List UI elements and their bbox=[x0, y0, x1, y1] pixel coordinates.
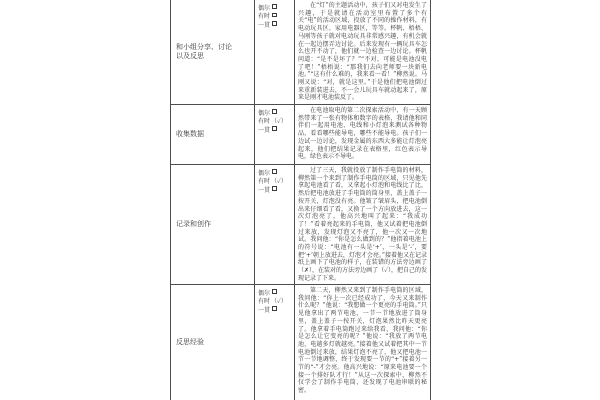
frequency-option bbox=[258, 168, 294, 177]
record-cell bbox=[295, 165, 431, 284]
checkbox-empty-icon bbox=[272, 126, 277, 131]
observation-record-text: 第二天，柳然又来到了制作手电筒的区域，我问他：“你上一次已经成功了，今天又来制作什么呢？”他说：“我想做一个更亮的手电筒。”只见他拿出了两节电池，一节一节地放进了筒身里，盖上盖子一按开关，灯泡果然比昨天更亮了。他拿着手电筒跑过来给我看，我问他：“你是怎么让它变亮的呢？”他说：“我放了两节电池，电越多灯就越亮。”接着他又试着把其中一节电池倒过来放，结果灯泡不亮了，他又把电池一节一节地调整，终于发现要一节的“+”接着另一节的“-”才会亮。他高兴地说：“原来电池要一个接一个排好队才行！”从这一次探索中，柳然不仅学会了制作手电筒，还发现了电池串联的秘密。 bbox=[298, 287, 427, 395]
frequency-option bbox=[258, 177, 294, 186]
category-cell bbox=[171, 0, 255, 104]
table-row bbox=[171, 0, 431, 105]
category-label: 收集数据 bbox=[176, 130, 204, 138]
record-cell bbox=[295, 285, 431, 400]
category-cell bbox=[171, 285, 255, 400]
frequency-option-label: 一贯 bbox=[258, 126, 271, 134]
frequency-option-label: 有时 bbox=[258, 298, 271, 306]
checkbox-empty-icon bbox=[272, 21, 277, 26]
frequency-option-label: 一贯 bbox=[258, 306, 271, 314]
frequency-option-label: 有时 bbox=[258, 13, 271, 21]
checkbox-empty-icon bbox=[272, 306, 277, 311]
record-cell bbox=[295, 0, 431, 104]
checkbox-empty-icon bbox=[272, 186, 277, 191]
frequency-option-label: 偶尔 bbox=[258, 4, 271, 12]
observation-record-text: 过了三天，我就投放了制作手电筒的材料，柳然第一个来到了制作手电筒的区域，只见他先拿起电池看了看，又拿起小灯泡和电线比了比，然后把电池放进了手电筒的筒身里，盖上盖子一按开关，灯泡没有亮。他皱了皱眉头，把电池倒出来仔细看了看，又换了一个方向放进去，这一次灯泡亮了，他高兴地叫了起来：“我成功了！”看着亮起来的手电筒，他又试着把电池倒过来放，发现灯泡又不亮了，他一次又一次地试。我问他：“你是怎么做到的？”他指着电池上的符号说：“电池有一头是‘+’，一头是‘-’，要把‘+’朝上放进去，灯泡才会亮。”接着他又在记录纸上画下了电池的样子，在装错的方法旁边画了（✗），在装对的方法旁边画了（✓），把自己的发现记录了下来。 bbox=[298, 167, 427, 282]
table-row bbox=[171, 165, 431, 285]
checkbox-empty-icon bbox=[272, 169, 277, 174]
category-label: 和小组分享、讨论以及反思 bbox=[176, 43, 232, 60]
category-label: 记录和创作 bbox=[176, 220, 211, 228]
selected-mark: （✓） bbox=[271, 178, 287, 186]
frequency-option bbox=[258, 117, 294, 126]
frequency-cell bbox=[255, 285, 295, 400]
frequency-option bbox=[258, 3, 294, 12]
frequency-option-label: 偶尔 bbox=[258, 169, 271, 177]
frequency-option bbox=[258, 288, 294, 297]
checkbox-empty-icon bbox=[272, 109, 277, 114]
selected-mark: （✓） bbox=[271, 298, 287, 306]
frequency-cell bbox=[255, 0, 295, 104]
table-row bbox=[171, 105, 431, 165]
observation-record-text: 在“灯”的主题活动中，孩子们又对电发生了兴趣，于是就请在活动室里布置了多个有关“电”的活动区域，投放了不同的操作材料，有电动玩具区、家用电器区，等等。杯帆、梧梧、马刚等孩子就对电动玩具非常感兴趣，有机会就在一起边摆弄边讨论。后来发现有一辆玩具车怎么也开不动了，他们就一边检查一边讨论。杯帆问道：“是不是坏了？”“不对，可能是电池没电了吧！”梧梧说：“那我们去向老师要一块新电池。”“这有什么难的，我来看一看！”柳然说。马刚又说：“对，就是这里。”于是他们把电池倒过来重新装进去，不一会儿玩具车就动起来了，原来是刚才电池装反了。 bbox=[298, 2, 427, 102]
category-label: 反思经验 bbox=[176, 338, 204, 346]
frequency-option-label: 一贯 bbox=[258, 186, 271, 194]
checkbox-empty-icon bbox=[272, 13, 277, 18]
observation-record-text: 在电池取电的第二次探索活动中，有一天顾然带来了一张有物体和数字的表格，我请他和同伴们一起用电池、电线和小灯泡来测试各种物品，看看哪些能导电，哪些不能导电。孩子们一边试一边讨论，发现金属的东西大多能让灯泡亮起来，他们把结果记录在表格里，红色表示导电，绿色表示不导电。 bbox=[298, 107, 427, 161]
frequency-cell bbox=[255, 105, 295, 164]
frequency-option bbox=[258, 20, 294, 29]
category-cell bbox=[171, 105, 255, 164]
frequency-cell bbox=[255, 165, 295, 284]
frequency-option-label: 偶尔 bbox=[258, 289, 271, 297]
frequency-option bbox=[258, 297, 294, 306]
frequency-option bbox=[258, 185, 294, 194]
frequency-option-label: 有时 bbox=[258, 118, 271, 126]
frequency-option bbox=[258, 125, 294, 134]
record-cell bbox=[295, 105, 431, 164]
frequency-option-label: 有时 bbox=[258, 178, 271, 186]
frequency-option bbox=[258, 12, 294, 21]
frequency-option bbox=[258, 305, 294, 314]
frequency-option-label: 偶尔 bbox=[258, 109, 271, 117]
checkbox-empty-icon bbox=[272, 4, 277, 9]
table-row bbox=[171, 285, 431, 400]
category-cell bbox=[171, 165, 255, 284]
frequency-option-label: 一贯 bbox=[258, 21, 271, 29]
observation-table bbox=[170, 0, 431, 400]
selected-mark: （✓） bbox=[271, 118, 287, 126]
frequency-option bbox=[258, 108, 294, 117]
checkbox-empty-icon bbox=[272, 289, 277, 294]
